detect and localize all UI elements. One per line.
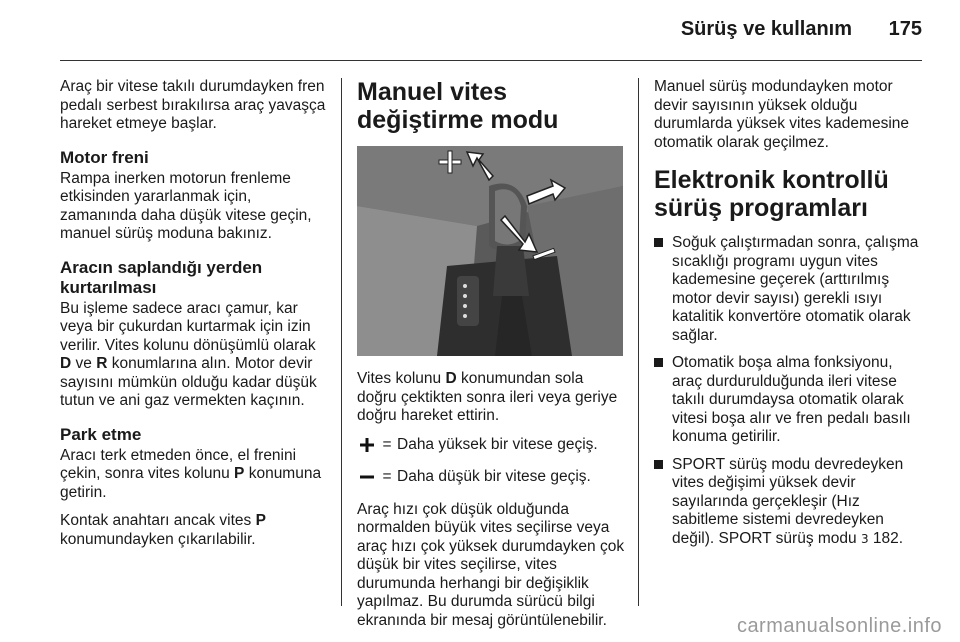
gear-d-label: D [60,355,72,372]
column-middle [357,78,625,640]
legend-equals: = [382,435,392,453]
text-run: konumundayken çıkarılabilir. [60,530,256,548]
minus-icon [357,470,377,484]
text-run: konumlarına alın. Motor devir sayısını mümkün olduğu kadar düşük tutun ve ani gaz vermekten kaçının. [60,355,317,409]
gear-lever-illustration [357,146,623,356]
column-divider [638,78,639,606]
list-item-text: Soğuk çalıştırmadan sonra, çalışma sıcaklığı programı uygun vites kademesine geçerek (arttırılmış motor devir sayısı) gerekli ısıyı katalitik konvertöre otomatik olarak sağlar. [672,234,919,344]
legend-minus-text: Daha düşük bir vitese geçiş. [397,468,591,485]
list-item [654,354,922,447]
parking-heading: Park etme [60,424,142,444]
gear-d-label: D [445,370,457,387]
column-divider [341,78,342,606]
bullet-square-icon [654,460,663,469]
bullet-square-icon [654,238,663,247]
electronic-programs-heading: Elektronik kontrollü sürüş programları [654,166,889,222]
gear-limit-text: Araç hızı çok düşük olduğunda normalden büyük vites seçilirse veya araç hızı çok yüksek durumdayken çok düşük bir vites seçilirse, vites durumunda herhangi bir değişiklik yapılmaz. Bu durumda sürücü bilgi ekranında bir mesaj görüntülenebilir. [357,500,625,629]
text-run: Bu işleme sadece aracı çamur, kar veya bir çukurdan kurtarmak için izin verilir. Vites kolunu dönüşümlü olarak [60,299,316,354]
list-item-text: SPORT sürüş modu devredeyken vites değişimi yüksek devir sayılarında gerçekleşir (Hız sabitleme sistemi devredeyken değil). SPORT sürüş modu [672,455,904,547]
column-left [60,78,328,559]
motor-brake-heading: Motor freni [60,147,149,167]
gear-p-label: P [255,512,266,529]
text-run: konumundan sola doğru çektikten sonra ileri veya geriye doğru hareket ettirin. [357,370,618,424]
page-ref-arrow-icon[interactable]: 3 [860,531,869,546]
intro-paragraph: Araç bir vitese takılı durumdayken fren pedalı serbest bırakılırsa araç yavaşça hareket etmeye başlar. [60,78,326,132]
gear-r-label: R [96,355,108,372]
column-right [654,78,922,557]
legend-plus-row [357,436,625,455]
plus-icon [357,438,377,452]
header-rule [60,60,922,61]
text-run: Vites kolunu [357,370,446,387]
page-ref-link[interactable]: 182. [868,529,904,547]
text-run: ve [71,355,97,372]
gear-lever-photo [357,146,623,356]
manual-mode-heading: Manuel vites değiştirme modu [357,78,559,134]
text-run: konumuna getirin. [60,465,322,501]
legend-plus-text: Daha yüksek bir vitese geçiş. [397,435,598,453]
stuck-vehicle-heading: Aracın saplandığı yerden kurtarılması [60,257,263,297]
list-item [654,456,922,549]
bullet-square-icon [654,358,663,367]
section-title: Sürüş ve kullanım [680,18,852,40]
legend-equals: = [382,468,392,485]
manual-mode-instruction [357,370,625,426]
watermark: carmanualsonline.info [736,615,942,637]
motor-brake-text: Rampa inerken motorun frenleme etkisinden yararlanmak için, zamanında daha düşük vitese geçin, manuel sürüş moduna bakınız. [60,169,312,242]
parking-text [60,447,328,503]
program-list [654,234,922,548]
text-run: Kontak anahtarı ancak vites [60,512,256,529]
stuck-vehicle-text [60,300,328,411]
gear-p-label: P [234,465,245,482]
page-header [60,18,922,48]
key-removal-text [60,512,328,549]
text-run: Aracı terk etmeden önce, el frenini çekin, sonra vites kolunu [60,446,297,482]
list-item-text: Otomatik boşa alma fonksiyonu, araç durdurulduğunda ileri vitese takılı durumdaysa otomatik olarak vitesi boşa alır ve fren pedalı basılı konuma getirilir. [672,354,911,445]
page-number: 175 [888,18,922,40]
list-item [654,234,922,345]
manual-rpm-text: Manuel sürüş modundayken motor devir sayısının yüksek olduğu durumlarda yüksek vites kademesine otomatik olarak geçilmez. [654,78,910,151]
legend-minus-row [357,468,625,487]
